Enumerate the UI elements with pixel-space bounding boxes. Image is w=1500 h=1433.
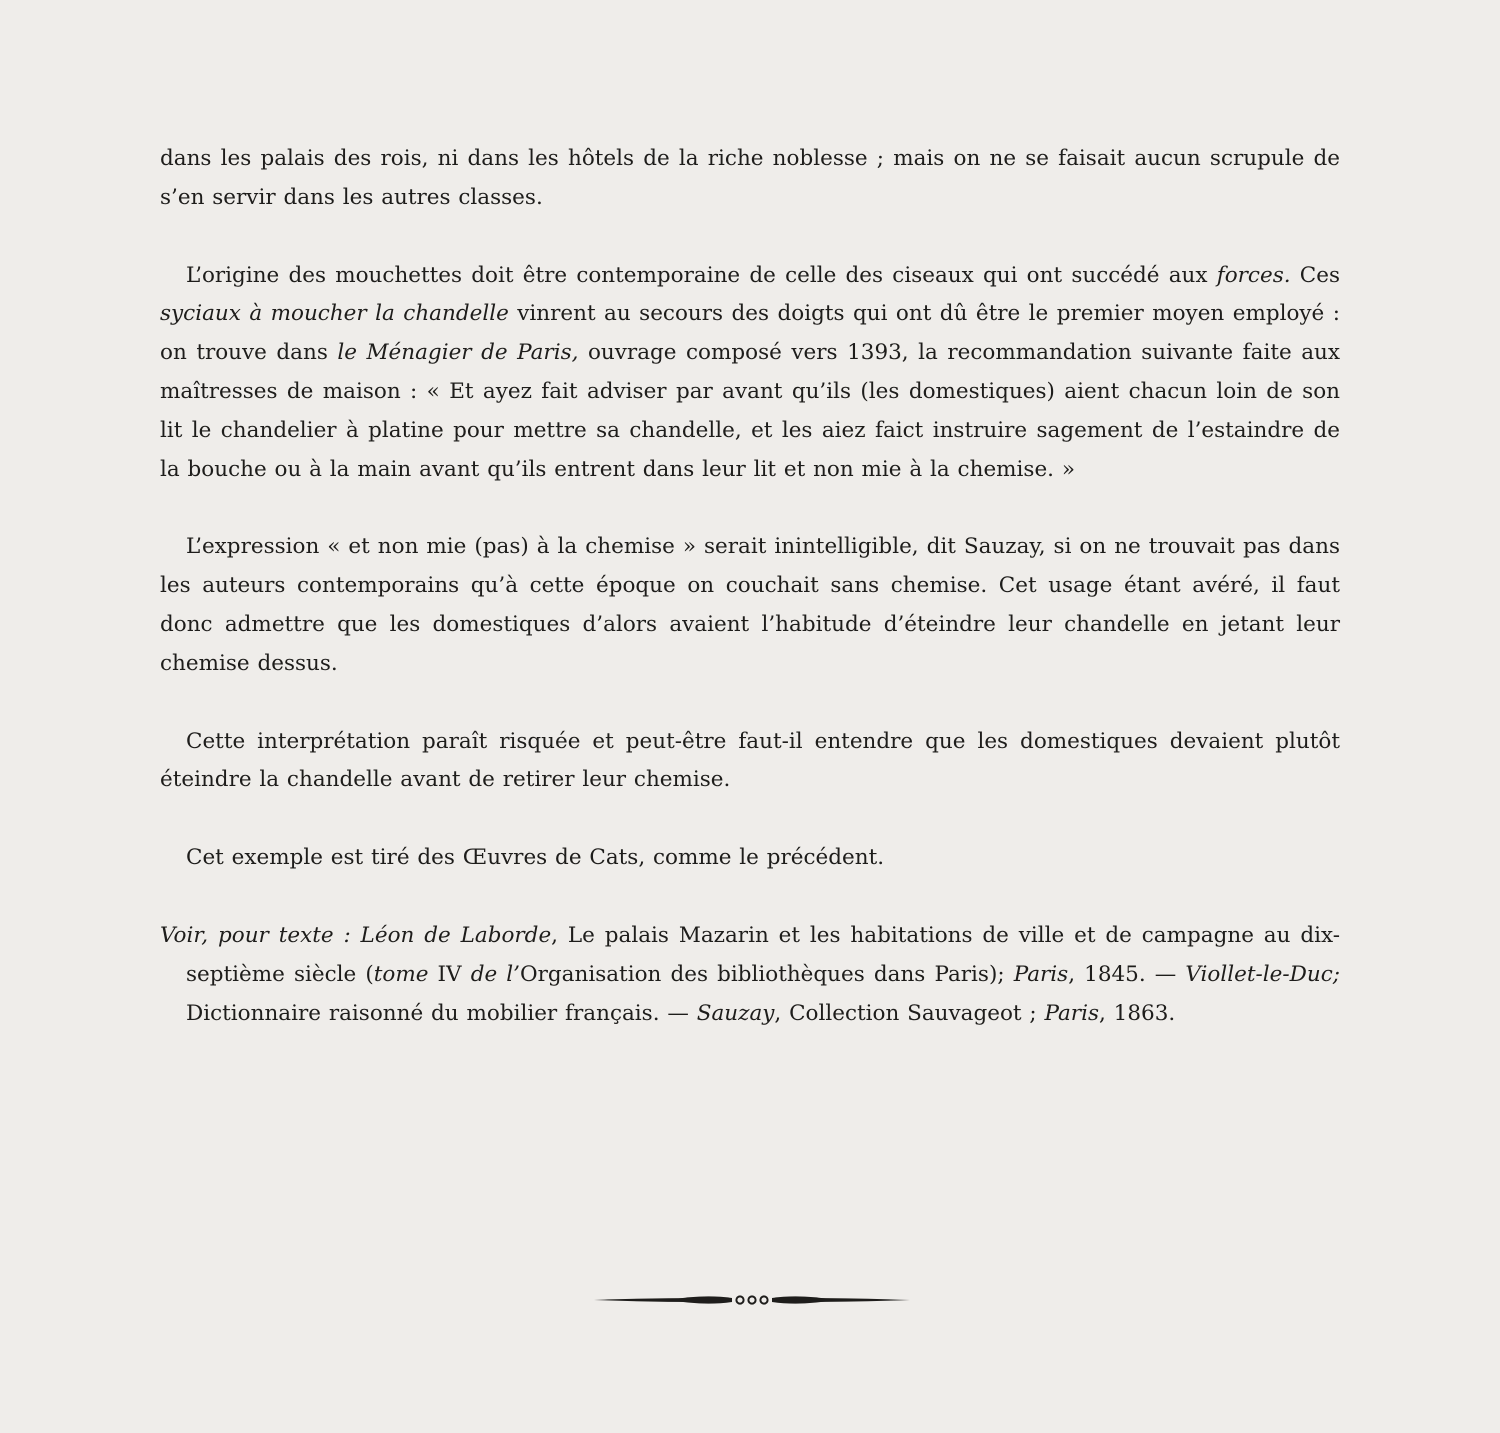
paragraph-text: L’expression « et non mie (pas) à la chemise » serait inintelligible, dit Sauzay, si on ne trouvait pas dans les auteurs contemporains qu’à cette époque on couchait sans chemise. Cet usage étant avéré, il faut donc admettre que les domestiques d’alors avaient l’habitude d’éteindre leur chandelle en jetant leur chemise dessus. bbox=[160, 534, 1340, 676]
italic-term-forces: forces. bbox=[1216, 262, 1291, 288]
reference-text: Organisation des bibliothèques dans Paris); bbox=[520, 961, 1014, 987]
paragraph-text: dans les palais des rois, ni dans les hôtels de la riche noblesse ; mais on ne se faisait aucun scrupule de s’en servir dans les autres classes. bbox=[160, 146, 1340, 210]
paragraph-text: L’origine des mouchettes doit être contemporaine de celle des ciseaux qui ont succédé aux bbox=[186, 262, 1217, 288]
paragraph-mouchettes-origin bbox=[160, 257, 1340, 490]
paragraph-expression bbox=[160, 528, 1340, 683]
reference-author: Sauzay bbox=[696, 1000, 775, 1026]
reference-place: Paris bbox=[1013, 961, 1069, 987]
paragraph-text: ouvrage composé vers 1393, la recommandation suivante faite aux maîtresses de maison : « Et ayez fait adviser par avant qu’ils (les domestiques) aient chacun loin de son lit le chandelier à platine pour mettre sa chandelle, et les aiez faict instruire sagement de l’estaindre de la bouche ou à la main avant qu’ils entrent dans leur lit et non mie à la chemise. » bbox=[160, 340, 1340, 482]
paragraph-interpretation bbox=[160, 723, 1340, 801]
paragraph-example-source bbox=[160, 839, 1340, 878]
paragraph-text: Cet exemple est tiré des Œuvres de Cats, comme le précédent. bbox=[186, 845, 885, 871]
reference-text: , Le palais Mazarin et les habitations de ville et de campagne au dix-septième siècle ( bbox=[186, 922, 1340, 987]
reference-author: Viollet-le-Duc; bbox=[1185, 961, 1340, 987]
italic-title-menagier: le Ménagier de Paris, bbox=[337, 340, 579, 366]
italic-term-syciaux: syciaux à moucher la chandelle bbox=[160, 301, 509, 327]
paragraph-text: vinrent au secours des doigts qui ont dû être le premier moyen employé : on trouve dans bbox=[160, 301, 1340, 366]
reference-italic: tome bbox=[373, 961, 429, 987]
ornament-divider-icon bbox=[594, 1288, 910, 1312]
bibliography-references bbox=[160, 917, 1340, 1033]
reference-intro: Voir, pour texte : Léon de Laborde bbox=[160, 922, 552, 948]
reference-italic: de l’ bbox=[470, 961, 520, 987]
reference-text: , 1863. bbox=[1098, 1000, 1176, 1026]
paragraph-text: Cette interprétation paraît risquée et peut-être faut-il entendre que les domestiques devaient plutôt éteindre la chandelle avant de retirer leur chemise. bbox=[160, 728, 1340, 793]
paragraph-continuation bbox=[160, 140, 1340, 218]
reference-text: Dictionnaire raisonné du mobilier français. — bbox=[186, 1000, 697, 1026]
paragraph-text: Ces bbox=[1290, 262, 1340, 288]
reference-text: IV bbox=[428, 961, 471, 987]
page-text bbox=[160, 140, 1340, 1033]
reference-text: , 1845. — bbox=[1068, 961, 1186, 987]
reference-place: Paris bbox=[1044, 1000, 1099, 1026]
reference-text: , Collection Sauvageot ; bbox=[774, 1000, 1045, 1026]
